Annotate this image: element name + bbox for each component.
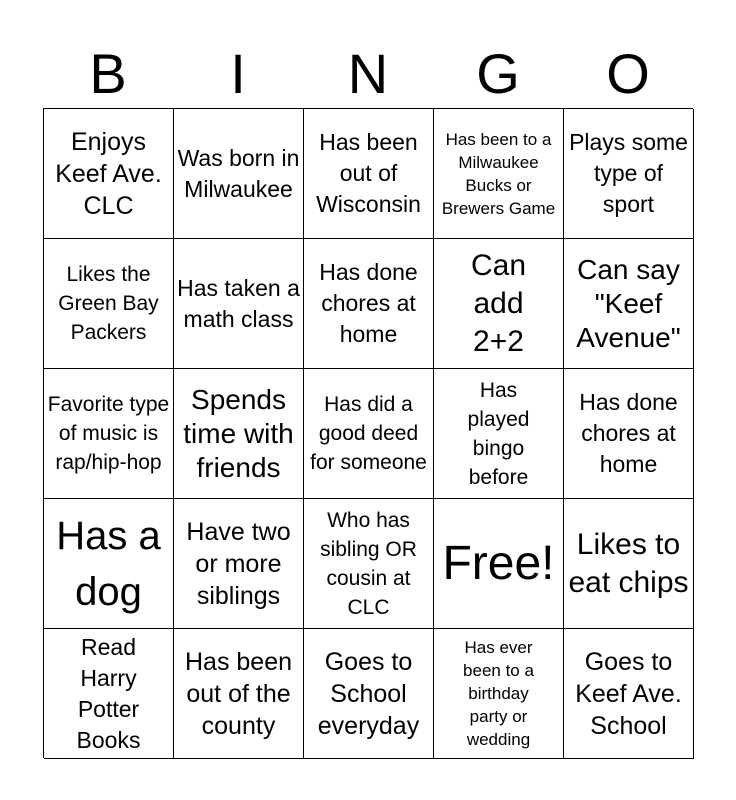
bingo-cell[interactable] xyxy=(304,369,434,499)
bingo-cell[interactable] xyxy=(564,499,694,629)
cell-text: Has did a good deed for someone xyxy=(310,393,427,474)
cell-text: Has ever been to a birthday party or wedding xyxy=(463,638,534,749)
bingo-cell[interactable] xyxy=(44,239,174,369)
header-letter-i: I xyxy=(230,42,246,105)
cell-text: Favorite type of music is rap/hip-hop xyxy=(47,393,170,474)
bingo-cell[interactable] xyxy=(304,629,434,759)
cell-text: Has been to a Milwaukee Bucks or Brewers Game xyxy=(441,129,556,218)
cell-text: Has played bingo before xyxy=(467,378,530,489)
bingo-cell[interactable] xyxy=(564,109,694,239)
cell-text: Likes the Green Bay Packers xyxy=(58,263,159,344)
cell-text: Has done chores at home xyxy=(319,259,418,347)
cell-text: Goes to Keef Ave. School xyxy=(575,647,682,740)
free-space-cell[interactable] xyxy=(434,499,564,629)
bingo-grid xyxy=(43,108,693,758)
cell-text: Was born in Milwaukee xyxy=(177,144,300,202)
bingo-cell[interactable] xyxy=(434,369,564,499)
header-letter-n: N xyxy=(347,42,389,105)
cell-text: Plays some type of sport xyxy=(569,129,688,217)
cell-text: Goes to School everyday xyxy=(317,647,420,740)
bingo-cell[interactable] xyxy=(304,499,434,629)
bingo-cell[interactable] xyxy=(174,629,304,759)
bingo-cell[interactable] xyxy=(304,239,434,369)
bingo-cell[interactable] xyxy=(564,629,694,759)
cell-text: Spends time with friends xyxy=(183,383,294,483)
bingo-cell[interactable] xyxy=(434,239,564,369)
cell-text: Has been out of Wisconsin xyxy=(316,129,421,217)
bingo-cell[interactable] xyxy=(44,629,174,759)
cell-text: Have two or more siblings xyxy=(186,517,291,610)
bingo-cell[interactable] xyxy=(304,109,434,239)
header-letter-o: O xyxy=(606,42,650,105)
bingo-cell[interactable] xyxy=(434,109,564,239)
bingo-cell[interactable] xyxy=(174,109,304,239)
bingo-cell[interactable] xyxy=(44,109,174,239)
bingo-cell[interactable] xyxy=(434,629,564,759)
free-space-text: Free! xyxy=(442,536,555,590)
bingo-cell[interactable] xyxy=(564,369,694,499)
cell-text: Enjoys Keef Ave. CLC xyxy=(55,127,162,220)
cell-text: Who has sibling OR cousin at CLC xyxy=(320,508,417,619)
cell-text: Has been out of the county xyxy=(184,647,293,740)
bingo-cell[interactable] xyxy=(44,499,174,629)
bingo-cell[interactable] xyxy=(564,239,694,369)
cell-text: Has taken a math class xyxy=(177,274,300,332)
header-letter-g: G xyxy=(476,42,520,105)
bingo-header xyxy=(43,40,693,108)
cell-text: Has a dog xyxy=(56,513,161,614)
bingo-cell[interactable] xyxy=(174,239,304,369)
bingo-cell[interactable] xyxy=(44,369,174,499)
header-letter-b: B xyxy=(89,42,127,105)
cell-text: Can say "Keef Avenue" xyxy=(576,253,681,353)
bingo-cell[interactable] xyxy=(174,499,304,629)
cell-text: Read Harry Potter Books xyxy=(76,633,141,753)
cell-text: Can add 2+2 xyxy=(470,248,527,358)
cell-text: Has done chores at home xyxy=(579,389,678,477)
bingo-cell[interactable] xyxy=(174,369,304,499)
cell-text: Likes to eat chips xyxy=(568,527,689,599)
